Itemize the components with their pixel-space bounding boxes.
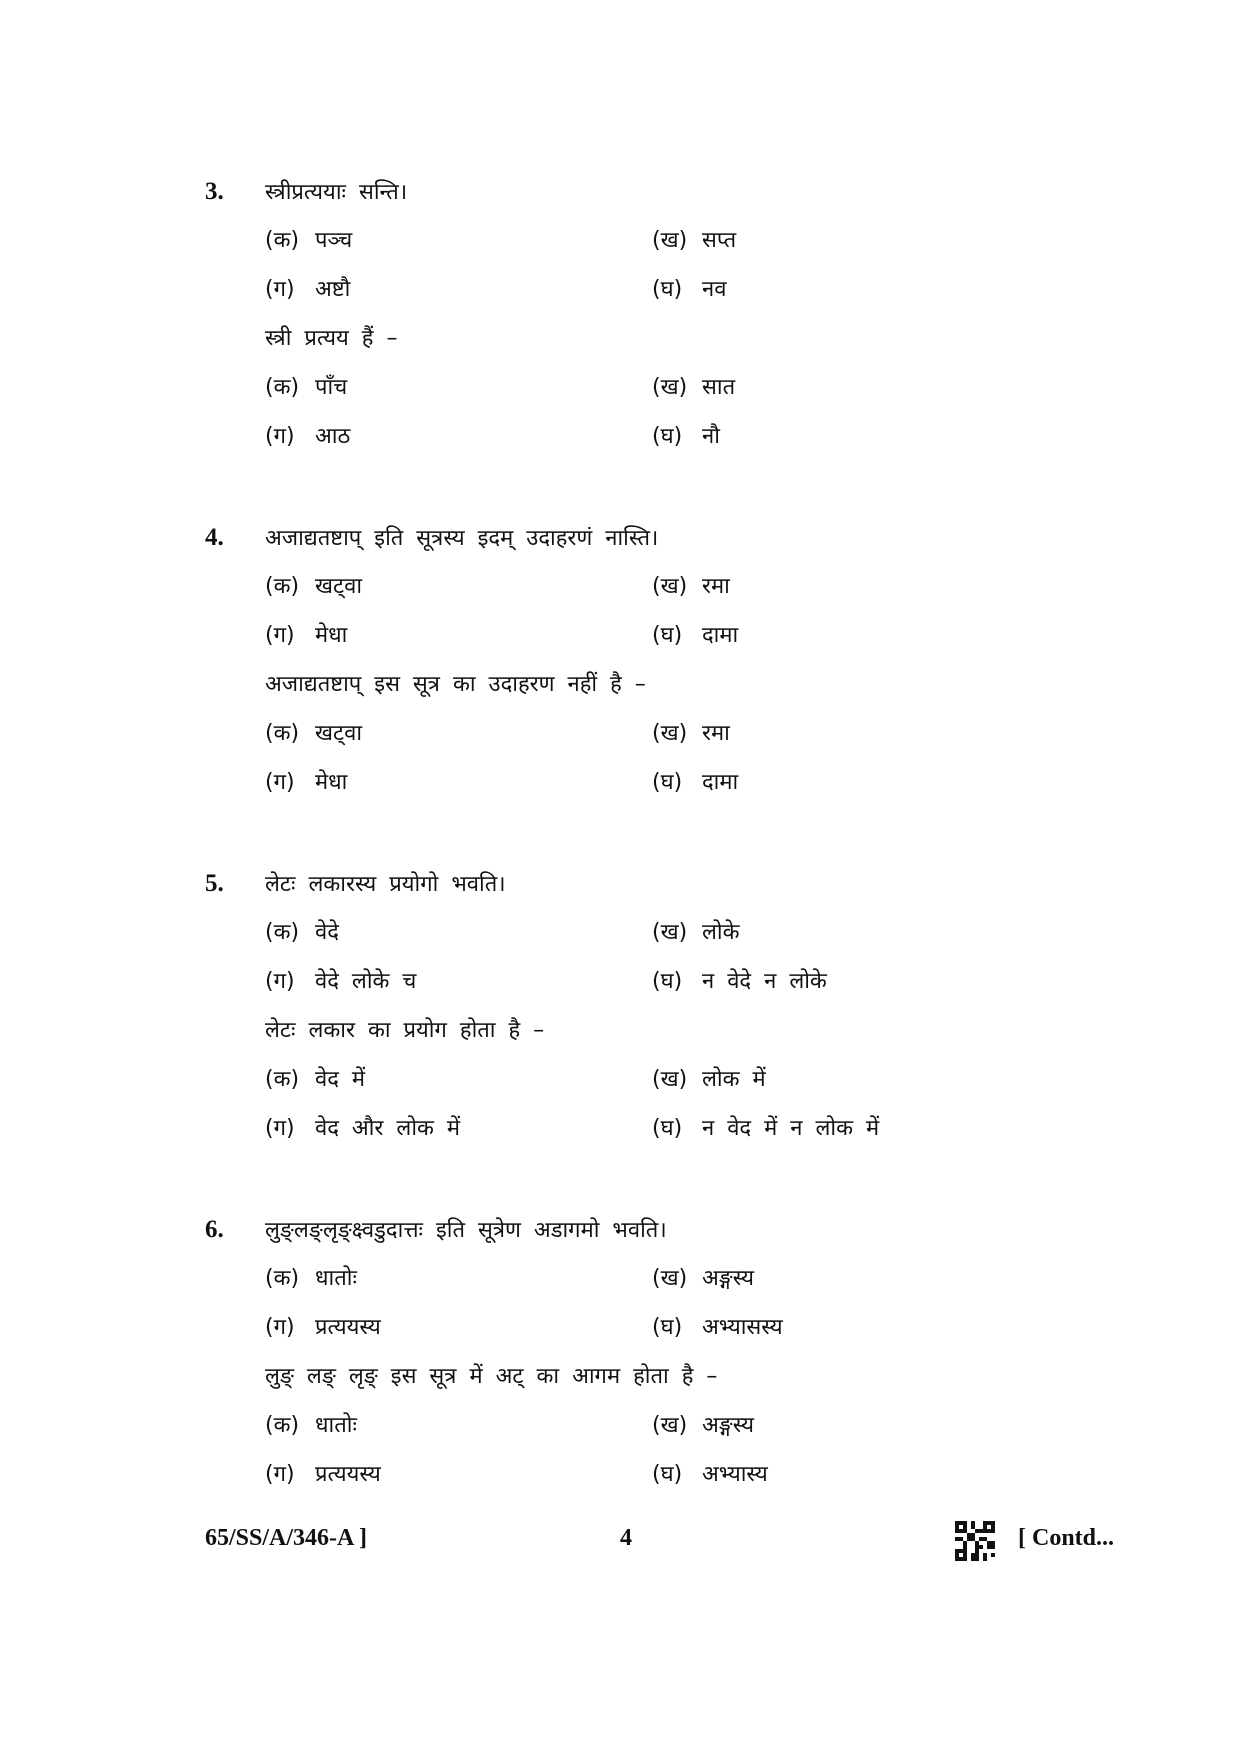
question-stem-hindi: लेटः लकार का प्रयोग होता है – [265, 1018, 545, 1043]
question-stem-hindi: स्त्री प्रत्यय हैं – [265, 326, 398, 351]
option-ka: (क) पञ्च [265, 228, 353, 253]
option-kha-hindi: (ख) रमा [652, 721, 730, 746]
question-stem-sanskrit: स्त्रीप्रत्ययाः सन्ति। [265, 180, 408, 205]
option-ga: (ग) मेधा [265, 623, 348, 648]
option-kha-hindi: (ख) लोक में [652, 1067, 766, 1092]
option-kha: (ख) सप्त [652, 228, 737, 253]
option-kha-hindi: (ख) सात [652, 375, 736, 400]
option-gha: (घ) नव [652, 277, 727, 302]
option-gha-hindi: (घ) न वेद में न लोक में [652, 1116, 880, 1141]
question-stem-sanskrit: अजाद्यतष्टाप् इति सूत्रस्य इदम् उदाहरणं नास्ति। [265, 526, 659, 551]
option-gha-hindi: (घ) नौ [652, 424, 720, 449]
option-ka-hindi: (क) वेद में [265, 1067, 366, 1092]
option-gha: (घ) अभ्यासस्य [652, 1315, 783, 1340]
page-number: 4 [620, 1525, 632, 1551]
option-gha: (घ) न वेदे न लोके [652, 969, 827, 994]
option-ka-hindi: (क) खट्वा [265, 721, 363, 746]
question-stem-sanskrit: लेटः लकारस्य प्रयोगो भवति। [265, 872, 506, 897]
option-gha: (घ) दामा [652, 623, 739, 648]
option-ga-hindi: (ग) मेधा [265, 770, 348, 795]
option-gha-hindi: (घ) दामा [652, 770, 739, 795]
option-ga: (ग) वेदे लोके च [265, 969, 417, 994]
option-ka-hindi: (क) धातोः [265, 1413, 357, 1438]
paper-code: 65/SS/A/346-A ] [205, 1525, 368, 1551]
option-ga: (ग) प्रत्ययस्य [265, 1315, 381, 1340]
option-kha-hindi: (ख) अङ्गस्य [652, 1413, 755, 1438]
question-number: 4. [205, 524, 224, 551]
option-gha-hindi: (घ) अभ्यास्य [652, 1462, 768, 1487]
question-stem-sanskrit: लुङ्लङ्लृङ्क्ष्वडुदात्तः इति सूत्रेण अडागमो भवति। [265, 1218, 667, 1243]
option-ka: (क) धातोः [265, 1266, 357, 1291]
question-stem-hindi: लुङ् लङ् लृङ् इस सूत्र में अट् का आगम होता है – [265, 1364, 718, 1389]
option-ga-hindi: (ग) आठ [265, 424, 351, 449]
option-kha: (ख) रमा [652, 574, 730, 599]
question-number: 3. [205, 178, 224, 205]
option-ga: (ग) अष्टौ [265, 277, 351, 302]
continued-marker: [ Contd... [1018, 1525, 1115, 1551]
option-ga-hindi: (ग) प्रत्ययस्य [265, 1462, 381, 1487]
question-number: 6. [205, 1216, 224, 1243]
option-kha: (ख) लोके [652, 920, 740, 945]
option-ga-hindi: (ग) वेद और लोक में [265, 1116, 461, 1141]
option-ka-hindi: (क) पाँच [265, 375, 348, 400]
question-number: 5. [205, 870, 224, 897]
qr-code-icon [955, 1521, 995, 1561]
option-ka: (क) वेदे [265, 920, 339, 945]
question-stem-hindi: अजाद्यतष्टाप् इस सूत्र का उदाहरण नहीं है – [265, 672, 646, 697]
option-kha: (ख) अङ्गस्य [652, 1266, 755, 1291]
option-ka: (क) खट्वा [265, 574, 363, 599]
